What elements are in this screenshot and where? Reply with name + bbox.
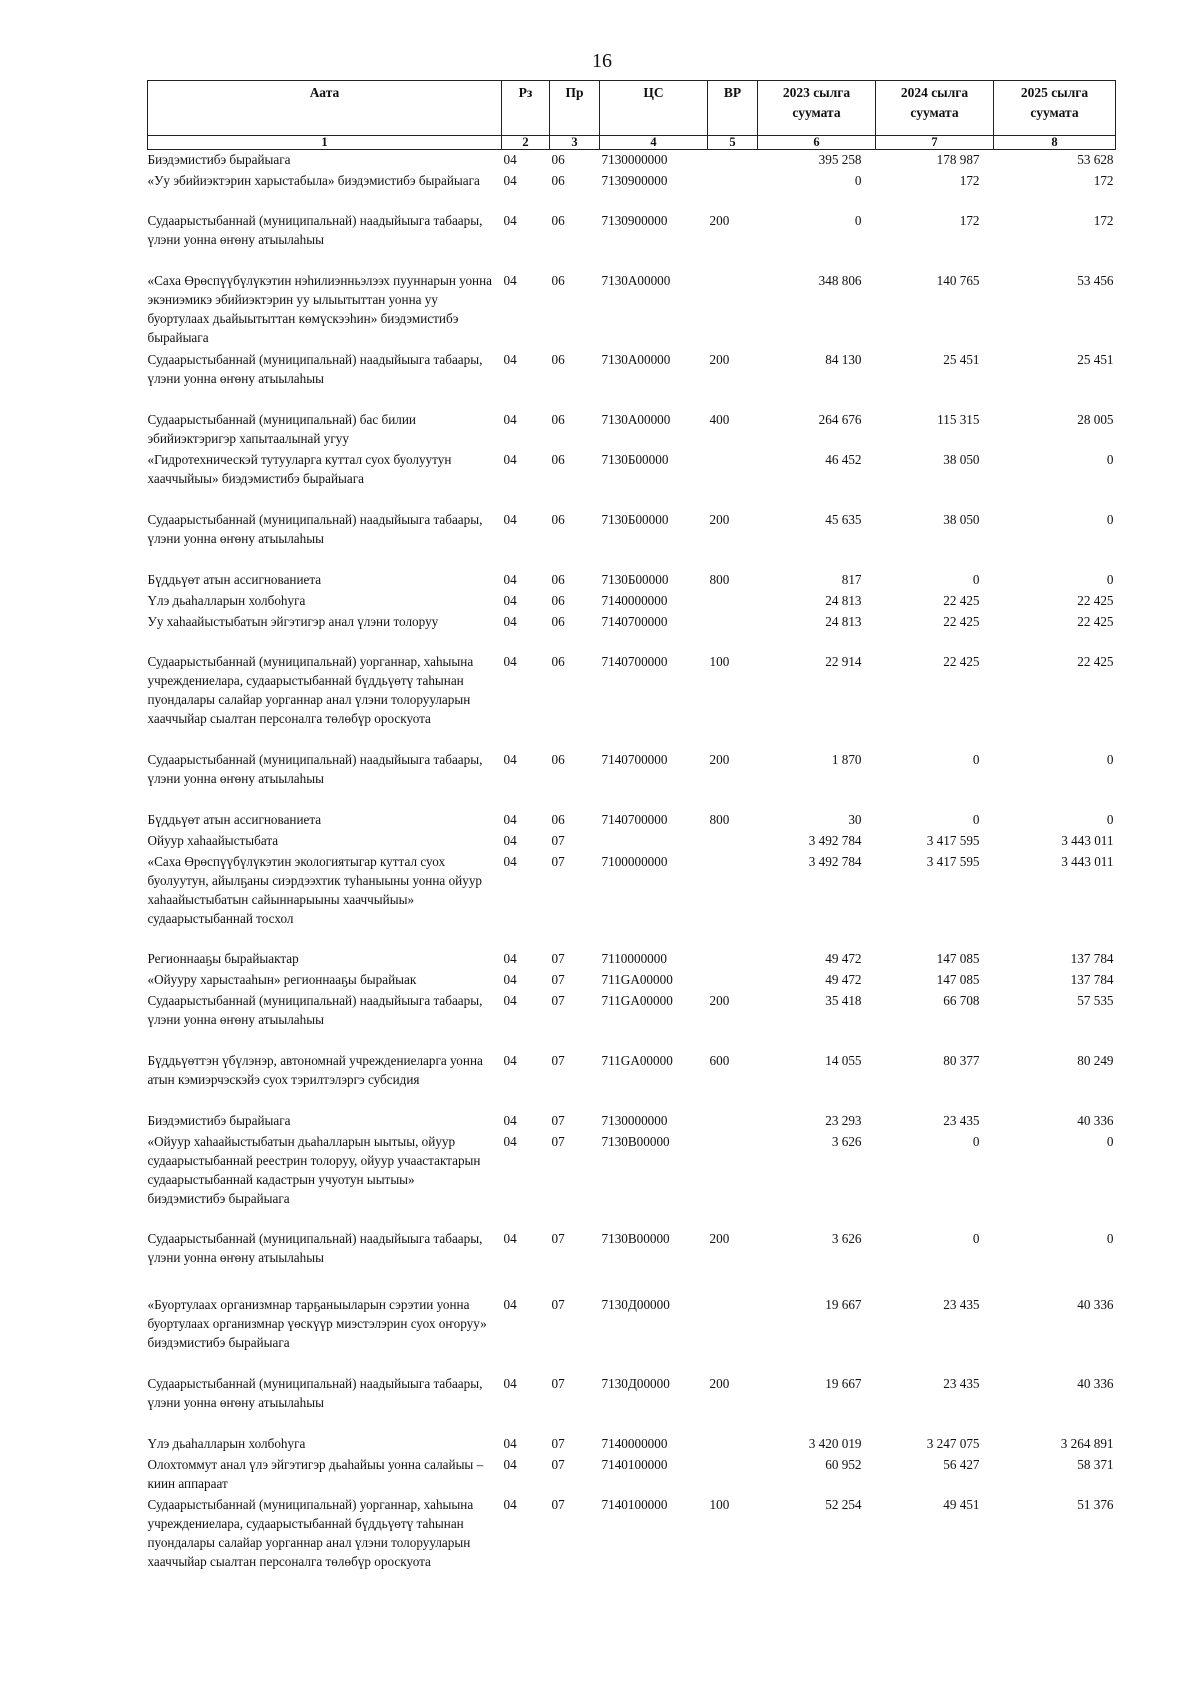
row-vr [708, 150, 758, 172]
column-number: 1 [148, 136, 502, 150]
row-pr: 07 [551, 1231, 565, 1246]
table-row [148, 450, 1116, 510]
row-2025: 58 371 [1077, 1457, 1114, 1472]
row-name: «Саха Өрөспүүбүлүкэтин экологиятыгар куттал суох буолуутун, айылҕаны сиэрдээхтик туһаныыны уонна ойуур хаһаайыстыбатын сайыннарыыны хааччыйыы» судаарыстыбаннай тосхол [147, 854, 483, 926]
header-vr: ВР [708, 81, 758, 136]
row-vr [708, 949, 758, 970]
row-name: Бүддьүөт атын ассигнованиета [147, 812, 322, 827]
table-row [148, 612, 1116, 652]
row-2024: 140 765 [936, 273, 980, 288]
row-cs: 7130900000 [601, 173, 668, 188]
row-rz: 04 [503, 1113, 517, 1128]
row-2024: 3 417 595 [926, 833, 980, 848]
row-name: Үлэ дьаһалларын холбоһуга [147, 593, 306, 608]
row-2024: 0 [972, 1134, 980, 1149]
row-cs: 7130Б00000 [601, 512, 669, 527]
row-pr: 06 [551, 152, 565, 167]
row-pr: 07 [551, 1457, 565, 1472]
row-vr: 200 [709, 752, 730, 767]
table-row [148, 652, 1116, 750]
row-2025: 28 005 [1077, 412, 1114, 427]
header-cs: ЦС [600, 81, 708, 136]
row-pr: 06 [551, 412, 565, 427]
row-pr: 07 [551, 833, 565, 848]
row-rz: 04 [503, 654, 517, 669]
row-rz: 04 [503, 614, 517, 629]
row-vr [708, 852, 758, 949]
row-2025: 0 [1106, 572, 1114, 587]
row-name: «Гидротехническэй тутууларга куттал суох буолуутун хааччыйыы» биэдэмистибэ бырайыага [147, 452, 452, 486]
row-2024: 172 [959, 213, 980, 228]
row-vr: 200 [709, 352, 730, 367]
row-2024: 38 050 [943, 512, 980, 527]
row-name: «Буортулаах организмнар тарҕаныыларын сэрэтии уонна буортулаах организмнар үөскүүр миэстэлэрин суох оҥоруу» биэдэмистибэ бырайыага [147, 1297, 487, 1350]
column-number: 3 [550, 136, 600, 150]
row-pr: 07 [551, 993, 565, 1008]
table-row [148, 970, 1116, 991]
row-2023: 3 420 019 [808, 1436, 862, 1451]
row-pr: 07 [551, 972, 565, 987]
table-row [148, 1132, 1116, 1229]
row-cs: 7130А00000 [601, 273, 671, 288]
row-cs: 7140000000 [601, 1436, 668, 1451]
row-pr: 06 [551, 654, 565, 669]
table-row [148, 591, 1116, 612]
row-vr [708, 1434, 758, 1455]
row-vr [708, 1455, 758, 1495]
row-rz: 04 [503, 1297, 517, 1312]
row-2025: 53 456 [1077, 273, 1114, 288]
row-2023: 23 293 [825, 1113, 862, 1128]
row-2024: 80 377 [943, 1053, 980, 1068]
row-pr: 07 [551, 1134, 565, 1149]
row-name: Судаарыстыбаннай (муниципальнай) бас билии эбийиэктэригэр хапытаалынай угуу [147, 412, 416, 446]
row-name: Олохтоммут анал үлэ эйгэтигэр дьаһайыы уонна салайыы – киин аппараат [147, 1457, 484, 1491]
header-pr: Пр [550, 81, 600, 136]
table-row [148, 271, 1116, 350]
row-2023: 19 667 [825, 1376, 862, 1391]
table-row [148, 350, 1116, 410]
row-vr [708, 612, 758, 652]
row-name: Биэдэмистибэ бырайыага [147, 1113, 291, 1128]
row-2023: 0 [854, 173, 862, 188]
row-rz: 04 [503, 412, 517, 427]
row-2023: 264 676 [818, 412, 862, 427]
table-row [148, 949, 1116, 970]
row-rz: 04 [503, 812, 517, 827]
row-name: Судаарыстыбаннай (муниципальнай) наадыйыыга табаары, үлэни уонна өҥөну атыылаһыы [147, 993, 483, 1027]
row-cs: 7130Б00000 [601, 572, 669, 587]
row-2025: 172 [1093, 213, 1114, 228]
row-pr: 06 [551, 452, 565, 467]
row-2025: 40 336 [1077, 1297, 1114, 1312]
row-cs: 7130Б00000 [601, 452, 669, 467]
row-2024: 115 315 [937, 412, 980, 427]
row-cs: 7140700000 [601, 812, 668, 827]
row-name: Судаарыстыбаннай (муниципальнай) наадыйыыга табаары, үлэни уонна өҥөну атыылаһыы [147, 1231, 483, 1265]
row-name: «Ойууру харыстааһын» регионнааҕы бырайыак [147, 972, 417, 987]
column-number: 5 [708, 136, 758, 150]
row-name: Судаарыстыбаннай (муниципальнай) наадыйыыга табаары, үлэни уонна өҥөну атыылаһыы [147, 352, 483, 386]
row-2025: 0 [1106, 512, 1114, 527]
row-2025: 3 264 891 [1060, 1436, 1114, 1451]
row-vr [708, 831, 758, 852]
row-cs: 711GA00000 [601, 1053, 673, 1068]
row-name: Судаарыстыбаннай (муниципальнай) наадыйыыга табаары, үлэни уонна өҥөну атыылаһыы [147, 213, 483, 247]
header-2023: 2023 сылга суумата [758, 81, 876, 136]
row-pr: 06 [551, 572, 565, 587]
row-rz: 04 [503, 1457, 517, 1472]
row-2023: 22 914 [825, 654, 862, 669]
row-rz: 04 [503, 273, 517, 288]
row-2024: 3 417 595 [926, 854, 980, 869]
row-pr: 07 [551, 1497, 565, 1512]
row-2025: 22 425 [1077, 593, 1114, 608]
row-2025: 25 451 [1077, 352, 1114, 367]
row-rz: 04 [503, 1053, 517, 1068]
header-2025: 2025 сылга суумата [994, 81, 1116, 136]
row-2025: 0 [1106, 1231, 1114, 1246]
table-row [148, 1455, 1116, 1495]
row-cs: 7130Д00000 [601, 1297, 670, 1312]
row-2024: 3 247 075 [926, 1436, 980, 1451]
row-2024: 178 987 [936, 152, 980, 167]
row-2025: 0 [1106, 812, 1114, 827]
row-pr: 07 [551, 1376, 565, 1391]
row-name: Регионнааҕы бырайыактар [147, 951, 299, 966]
row-rz: 04 [503, 1497, 517, 1512]
row-vr: 200 [709, 213, 730, 228]
row-pr: 07 [551, 1297, 565, 1312]
row-vr [708, 970, 758, 991]
table-row [148, 810, 1116, 831]
row-2025: 22 425 [1077, 614, 1114, 629]
row-pr: 06 [551, 812, 565, 827]
row-2023: 45 635 [825, 512, 862, 527]
row-vr [708, 271, 758, 350]
row-cs: 7140700000 [601, 614, 668, 629]
table-row [148, 991, 1116, 1051]
row-rz: 04 [503, 173, 517, 188]
table-row [148, 1374, 1116, 1434]
row-name: Судаарыстыбаннай (муниципальнай) уорганнар, хаһыына учреждениелара, судаарыстыбаннай бүддьүөтү таһынан пуондалары салайар уорганнар анал үлэни толорууларын хааччыйар сыалтан персоналга төлөбүр ороскуота [147, 1497, 474, 1569]
row-2024: 172 [959, 173, 980, 188]
row-2025: 40 336 [1077, 1113, 1114, 1128]
column-number: 4 [600, 136, 708, 150]
row-2025: 57 535 [1077, 993, 1114, 1008]
row-2023: 3 626 [831, 1231, 862, 1246]
row-cs: 7130000000 [601, 152, 668, 167]
row-name: «Саха Өрөспүүбүлүкэтин нэһилиэнньэлээх пууннарын уонна экэниэмикэ эбийиэктэрин уу ылыытыттан уонна уу буортулаах дьайыытыттан көмүскээһин» биэдэмистибэ бырайыага [147, 273, 493, 345]
row-pr: 07 [551, 1053, 565, 1068]
row-name: Судаарыстыбаннай (муниципальнай) наадыйыыга табаары, үлэни уонна өҥөну атыылаһыы [147, 1376, 483, 1410]
row-2023: 84 130 [825, 352, 862, 367]
row-name: Үлэ дьаһалларын холбоһуга [147, 1436, 306, 1451]
row-name: Бүддьүөт атын ассигнованиета [147, 572, 322, 587]
row-2024: 22 425 [943, 654, 980, 669]
row-2023: 14 055 [825, 1053, 862, 1068]
table-row [148, 1295, 1116, 1374]
row-2024: 38 050 [943, 452, 980, 467]
row-cs: 7140700000 [601, 752, 668, 767]
row-2024: 56 427 [943, 1457, 980, 1472]
row-2023: 30 [848, 812, 862, 827]
row-2024: 22 425 [943, 593, 980, 608]
row-cs [600, 831, 708, 852]
table-row [148, 1051, 1116, 1111]
row-pr: 06 [551, 593, 565, 608]
row-rz: 04 [503, 854, 517, 869]
row-rz: 04 [503, 452, 517, 467]
row-2023: 395 258 [818, 152, 862, 167]
row-name: Судаарыстыбаннай (муниципальнай) наадыйыыга табаары, үлэни уонна өҥөну атыылаһыы [147, 512, 483, 546]
row-pr: 06 [551, 752, 565, 767]
row-cs: 7140100000 [601, 1497, 668, 1512]
table-row [148, 171, 1116, 211]
row-2023: 0 [854, 213, 862, 228]
row-vr: 800 [709, 812, 730, 827]
row-vr: 400 [709, 412, 730, 427]
header-name: Аата [148, 81, 502, 136]
row-2024: 147 085 [936, 972, 980, 987]
table-row [148, 1434, 1116, 1455]
row-rz: 04 [503, 213, 517, 228]
row-pr: 06 [551, 614, 565, 629]
row-2025: 0 [1106, 1134, 1114, 1149]
row-2024: 22 425 [943, 614, 980, 629]
row-2024: 23 435 [943, 1113, 980, 1128]
row-cs: 7110000000 [601, 951, 667, 966]
row-2025: 22 425 [1077, 654, 1114, 669]
row-2023: 817 [841, 572, 862, 587]
row-2025: 0 [1106, 452, 1114, 467]
row-rz: 04 [503, 752, 517, 767]
column-number-row [148, 136, 1116, 150]
row-cs: 711GA00000 [601, 972, 673, 987]
row-vr [708, 171, 758, 211]
row-rz: 04 [503, 1376, 517, 1391]
row-vr: 800 [709, 572, 730, 587]
row-2025: 137 784 [1070, 951, 1114, 966]
row-2023: 46 452 [825, 452, 862, 467]
row-rz: 04 [503, 572, 517, 587]
row-pr: 07 [551, 854, 565, 869]
column-number: 7 [876, 136, 994, 150]
table-row [148, 510, 1116, 570]
table-header [148, 81, 1116, 150]
row-cs: 7100000000 [601, 854, 668, 869]
table-row [148, 1111, 1116, 1132]
row-cs: 7140100000 [601, 1457, 668, 1472]
row-rz: 04 [503, 1231, 517, 1246]
row-2025: 51 376 [1077, 1497, 1114, 1512]
row-2024: 0 [972, 1231, 980, 1246]
row-2023: 24 813 [825, 593, 862, 608]
row-rz: 04 [503, 1134, 517, 1149]
row-2025: 3 443 011 [1061, 833, 1114, 848]
row-vr: 100 [709, 1497, 730, 1512]
row-rz: 04 [503, 993, 517, 1008]
row-vr: 100 [709, 654, 730, 669]
column-number: 2 [502, 136, 550, 150]
row-rz: 04 [503, 352, 517, 367]
header-row [148, 81, 1116, 136]
row-cs: 7130А00000 [601, 412, 671, 427]
header-2024: 2024 сылга суумата [876, 81, 994, 136]
row-cs: 7130В00000 [601, 1231, 670, 1246]
row-vr: 600 [709, 1053, 730, 1068]
table-row [148, 852, 1116, 949]
row-pr: 06 [551, 512, 565, 527]
row-2025: 172 [1093, 173, 1114, 188]
table-row [148, 831, 1116, 852]
table-row [148, 750, 1116, 810]
row-2025: 53 628 [1077, 152, 1114, 167]
row-2023: 60 952 [825, 1457, 862, 1472]
row-pr: 06 [551, 352, 565, 367]
row-2023: 348 806 [818, 273, 862, 288]
row-pr: 06 [551, 273, 565, 288]
row-2024: 49 451 [943, 1497, 980, 1512]
row-vr: 200 [709, 993, 730, 1008]
row-vr [708, 450, 758, 510]
row-2023: 52 254 [825, 1497, 862, 1512]
row-vr: 200 [709, 1376, 730, 1391]
row-rz: 04 [503, 951, 517, 966]
row-name: Биэдэмистибэ бырайыага [147, 152, 291, 167]
table-row [148, 211, 1116, 271]
row-2023: 24 813 [825, 614, 862, 629]
row-2024: 66 708 [943, 993, 980, 1008]
row-name: «Ойуур хаһаайыстыбатын дьаһалларын ыытыы, ойуур судаарыстыбаннай реестрин толоруу, ойуур учаастактарын судаарыстыбаннай кадастрын учуотун ыытыы» биэдэмистибэ бырайыага [147, 1134, 481, 1206]
row-vr [708, 591, 758, 612]
row-cs: 711GA00000 [601, 993, 673, 1008]
column-number: 6 [758, 136, 876, 150]
row-pr: 07 [551, 1113, 565, 1128]
table-row [148, 410, 1116, 450]
row-2024: 147 085 [936, 951, 980, 966]
row-rz: 04 [503, 152, 517, 167]
row-vr [708, 1132, 758, 1229]
row-cs: 7130Д00000 [601, 1376, 670, 1391]
row-2023: 49 472 [825, 951, 862, 966]
row-cs: 7140700000 [601, 654, 668, 669]
row-vr [708, 1295, 758, 1374]
table-row [148, 570, 1116, 591]
row-cs: 7140000000 [601, 593, 668, 608]
row-rz: 04 [503, 593, 517, 608]
row-2023: 1 870 [831, 752, 862, 767]
row-2025: 0 [1106, 752, 1114, 767]
row-pr: 06 [551, 173, 565, 188]
row-2025: 40 336 [1077, 1376, 1114, 1391]
row-cs: 7130900000 [601, 213, 668, 228]
row-2025: 137 784 [1070, 972, 1114, 987]
row-pr: 07 [551, 1436, 565, 1451]
row-2023: 49 472 [825, 972, 862, 987]
row-2024: 0 [972, 812, 980, 827]
row-2024: 0 [972, 752, 980, 767]
row-cs: 7130А00000 [601, 352, 671, 367]
row-cs: 7130В00000 [601, 1134, 670, 1149]
table-body [148, 150, 1116, 1594]
row-2023: 3 492 784 [808, 833, 862, 848]
row-2024: 0 [972, 572, 980, 587]
row-cs: 7130000000 [601, 1113, 668, 1128]
row-name: Судаарыстыбаннай (муниципальнай) наадыйыыга табаары, үлэни уонна өҥөну атыылаһыы [147, 752, 483, 786]
row-pr: 06 [551, 213, 565, 228]
row-2024: 23 435 [943, 1297, 980, 1312]
table-row [148, 1229, 1116, 1295]
row-vr [708, 1111, 758, 1132]
row-name: «Уу эбийиэктэрин харыстабыла» биэдэмистибэ бырайыага [147, 173, 480, 188]
row-name: Судаарыстыбаннай (муниципальнай) уорганнар, хаһыына учреждениелара, судаарыстыбаннай бүддьүөтү таһынан пуондалары салайар уорганнар анал үлэни толорууларын хааччыйар сыалтан персоналга төлөбүр ороскуота [147, 654, 474, 726]
row-name: Бүддьүөттэн үбүлэнэр, автономнай учреждениеларга уонна атын кэмиэрчэскэйэ суох тэрилтэлэргэ субсидия [147, 1053, 483, 1087]
row-vr: 200 [709, 1231, 730, 1246]
row-2023: 35 418 [825, 993, 862, 1008]
row-2023: 19 667 [825, 1297, 862, 1312]
row-rz: 04 [503, 512, 517, 527]
row-rz: 04 [503, 833, 517, 848]
page-number: 16 [592, 50, 612, 72]
row-name: Уу хаһаайыстыбатын эйгэтигэр анал үлэни толоруу [147, 614, 439, 629]
table-row [148, 1495, 1116, 1593]
row-2025: 3 443 011 [1061, 854, 1114, 869]
row-2023: 3 492 784 [808, 854, 862, 869]
table-row [148, 150, 1116, 172]
row-name: Ойуур хаһаайыстыбата [147, 833, 279, 848]
row-2024: 25 451 [943, 352, 980, 367]
column-number: 8 [994, 136, 1116, 150]
row-2024: 23 435 [943, 1376, 980, 1391]
row-rz: 04 [503, 972, 517, 987]
row-vr: 200 [709, 512, 730, 527]
row-pr: 07 [551, 951, 565, 966]
row-2023: 3 626 [831, 1134, 862, 1149]
budget-table [147, 80, 1116, 1593]
header-rz: Рз [502, 81, 550, 136]
row-2025: 80 249 [1077, 1053, 1114, 1068]
row-rz: 04 [503, 1436, 517, 1451]
